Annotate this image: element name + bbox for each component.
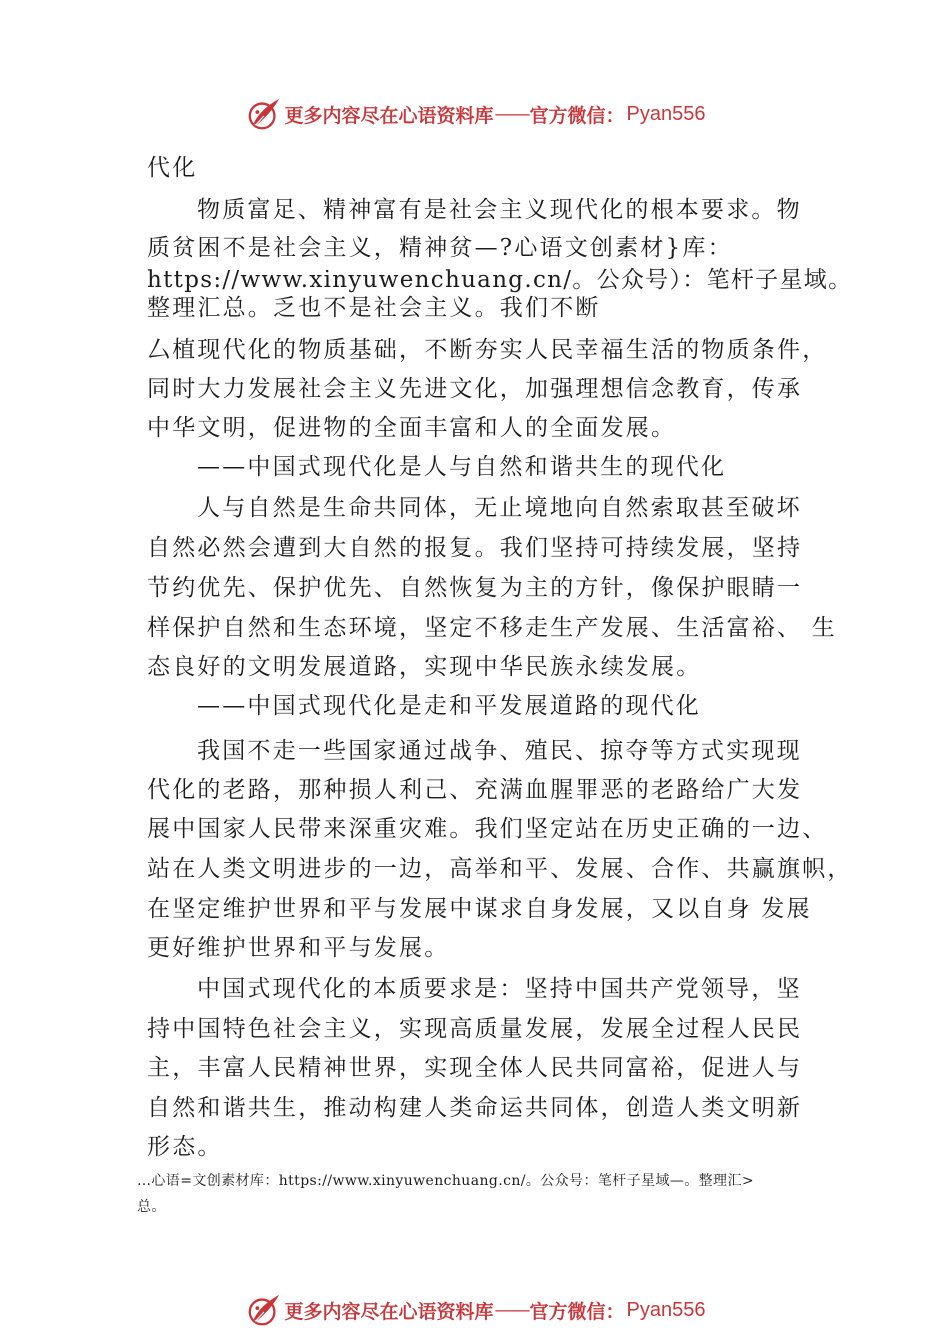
section-heading: ——中国式现代化是人与自然和谐共生的现代化 xyxy=(197,454,727,480)
quill-seal-logo-icon xyxy=(245,1291,283,1329)
banner-dash: —— xyxy=(494,103,529,125)
body-line: https://www.xinyuwenchuang.cn/。公众号）：笔杆子星域。 xyxy=(147,267,853,293)
body-line: 更好维护世界和平与发展。 xyxy=(147,935,450,961)
banner-slogan: 更多内容尽在心语资料库 xyxy=(284,104,494,127)
footnote-line: 总。 xyxy=(137,1199,166,1215)
body-line: 厶植现代化的物质基础，不断夯实人民幸福生活的物质条件， xyxy=(147,337,828,363)
body-line: 人与自然是生命共同体，无止境地向自然索取甚至破坏 xyxy=(197,495,802,521)
body-line: 站在人类文明进步的一边，高举和平、发展、合作、共赢旗帜， xyxy=(147,856,853,882)
body-line: 质贫困不是社会主义，精神贫—?心语文创素材}库： xyxy=(147,235,733,261)
banner-dash: —— xyxy=(494,1299,529,1321)
body-line: 我国不走一些国家通过战争、殖民、掠夺等方式实现现 xyxy=(197,738,802,764)
body-line: 物质富足、精神富有是社会主义现代化的根本要求。物 xyxy=(197,197,802,223)
footer-banner xyxy=(0,1290,950,1330)
body-line: 展中国家人民带来深重灾难。我们坚定站在历史正确的一边、 xyxy=(147,816,828,842)
body-line: 整理汇总。乏也不是社会主义。我们不断 xyxy=(147,295,601,321)
body-line: 代化的老路，那种损人利己、充满血腥罪恶的老路给广大发 xyxy=(147,777,803,803)
body-line: 主，丰富人民精神世界，实现全体人民共同富裕，促进人与 xyxy=(147,1055,803,1081)
header-banner xyxy=(0,94,950,134)
body-line: 形态。 xyxy=(147,1134,223,1160)
body-line: 样保护自然和生态环境，坚定不移走生产发展、生活富裕、 生 xyxy=(147,615,837,641)
banner-wechat-id: Pyan556 xyxy=(626,1298,706,1321)
body-line: 在坚定维护世界和平与发展中谋求自身发展，又以自身 发展 xyxy=(147,896,812,922)
body-line: 中国式现代化的本质要求是：坚持中国共产党领导，坚 xyxy=(197,976,802,1002)
footnote-line: …心语=文创素材库：https://www.xinyuwenchuang.cn/。公众号：笔杆子星域—。整理汇> xyxy=(137,1173,754,1189)
banner-wechat-label: 官方微信： xyxy=(529,1300,625,1323)
body-line: 自然必然会遭到大自然的报复。我们坚持可持续发展，坚持 xyxy=(147,535,803,561)
body-line: 态良好的文明发展道路，实现中华民族永续发展。 xyxy=(147,654,702,680)
body-line: 自然和谐共生，推动构建人类命运共同体，创造人类文明新 xyxy=(147,1095,803,1121)
body-line: 持中国特色社会主义，实现高质量发展，发展全过程人民民 xyxy=(147,1016,803,1042)
body-line: 中华文明，促进物的全面丰富和人的全面发展。 xyxy=(147,415,677,441)
section-heading: ——中国式现代化是走和平发展道路的现代化 xyxy=(197,693,701,719)
banner-slogan: 更多内容尽在心语资料库 xyxy=(284,1300,494,1323)
banner-wechat-label: 官方微信： xyxy=(529,104,625,127)
body-line: 同时大力发展社会主义先进文化，加强理想信念教育，传承 xyxy=(147,376,803,402)
banner-wechat-id: Pyan556 xyxy=(626,102,706,125)
quill-seal-logo-icon xyxy=(245,95,283,133)
body-line: 代化 xyxy=(147,155,198,181)
body-line: 节约优先、保护优先、自然恢复为主的方针，像保护眼睛一 xyxy=(147,575,803,601)
